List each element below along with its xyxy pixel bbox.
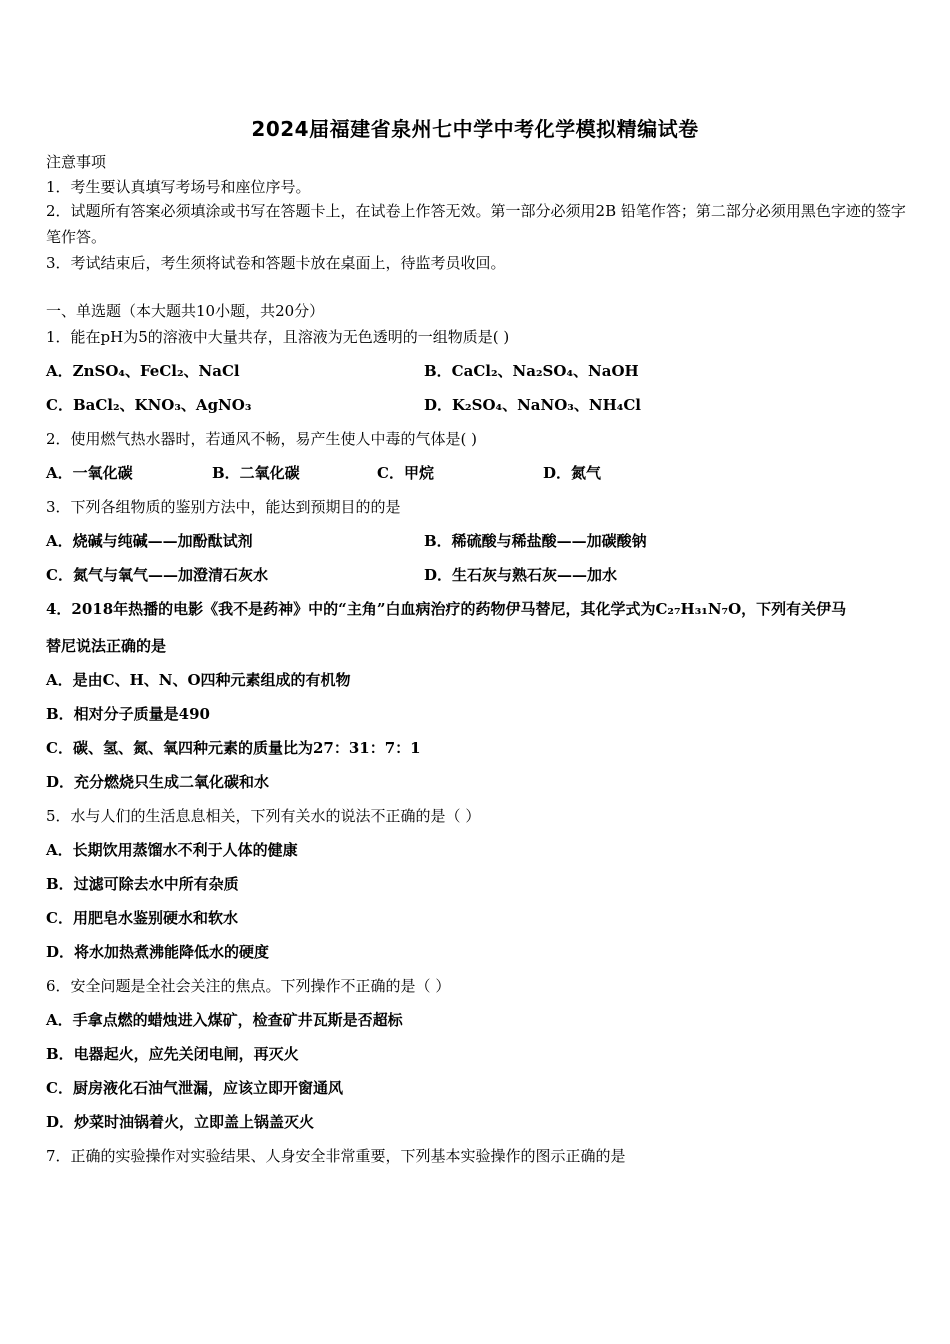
q6-stem: 6．安全问题是全社会关注的焦点。下列操作不正确的是（ ） (46, 977, 451, 995)
q3-option-d: D．生石灰与熟石灰——加水 (424, 566, 618, 584)
q2-option-b: B．二氧化碳 (212, 464, 300, 482)
q1-option-c: C．BaCl₂、KNO₃、AgNO₃ (46, 396, 252, 414)
q1-stem: 1．能在pH为5的溶液中大量共存，且溶液为无色透明的一组物质是( ) (46, 328, 510, 346)
q3-stem: 3．下列各组物质的鉴别方法中，能达到预期目的的是 (46, 498, 401, 516)
q2-option-c: C．甲烷 (377, 464, 434, 482)
q4-stem-line-1: 4．2018年热播的电影《我不是药神》中的“主角”白血病治疗的药物伊马替尼，其化学式为C₂₇H₃₁N₇O，下列有关伊马 (46, 600, 847, 618)
q6-option-b: B．电器起火，应先关闭电闸，再灭火 (46, 1045, 299, 1063)
exam-title: 2024届福建省泉州七中学中考化学模拟精编试卷 (251, 117, 699, 141)
q5-option-a: A．长期饮用蒸馏水不利于人体的健康 (46, 841, 298, 859)
q4-option-b: B．相对分子质量是490 (46, 705, 210, 723)
section-heading: 一、单选题（本大题共10小题，共20分） (46, 302, 325, 320)
q5-option-b: B．过滤可除去水中所有杂质 (46, 875, 239, 893)
q2-option-d: D．氮气 (543, 464, 602, 482)
q2-stem: 2．使用燃气热水器时，若通风不畅，易产生使人中毒的气体是( ) (46, 430, 478, 448)
q4-option-d: D．充分燃烧只生成二氧化碳和水 (46, 773, 270, 791)
q4-option-c: C．碳、氢、氮、氧四种元素的质量比为27：31：7：1 (46, 739, 421, 757)
q2-option-a: A．一氧化碳 (46, 464, 133, 482)
q4-option-a: A．是由C、H、N、O四种元素组成的有机物 (46, 671, 351, 689)
q6-option-d: D．炒菜时油锅着火，立即盖上锅盖灭火 (46, 1113, 315, 1131)
q3-option-b: B．稀硫酸与稀盐酸——加碳酸钠 (424, 532, 647, 550)
notice-heading: 注意事项 (46, 153, 107, 171)
q5-stem: 5．水与人们的生活息息相关，下列有关水的说法不正确的是（ ） (46, 807, 481, 825)
q5-option-d: D．将水加热煮沸能降低水的硬度 (46, 943, 270, 961)
q1-option-d: D．K₂SO₄、NaNO₃、NH₄Cl (424, 396, 641, 414)
q2-options-row (46, 463, 602, 483)
q1-options-row-1 (46, 361, 639, 381)
q1-option-a: A．ZnSO₄、FeCl₂、NaCl (46, 362, 240, 380)
q4-stem-line-2: 替尼说法正确的是 (46, 637, 167, 655)
notice-item-2: 2．试题所有答案必须填涂或书写在答题卡上，在试卷上作答无效。第一部分必须用2B 铅笔作答；第二部分必须用黑色字迹的签字笔作答。 (46, 202, 906, 246)
q5-option-c: C．用肥皂水鉴别硬水和软水 (46, 909, 238, 927)
q3-option-c: C．氮气与氧气——加澄清石灰水 (46, 566, 268, 584)
q3-options-row-2 (46, 565, 618, 585)
q1-option-b: B．CaCl₂、Na₂SO₄、NaOH (424, 362, 639, 380)
notice-item-1: 1．考生要认真填写考场号和座位序号。 (46, 178, 311, 196)
q7-stem: 7．正确的实验操作对实验结果、人身安全非常重要，下列基本实验操作的图示正确的是 (46, 1147, 626, 1165)
q6-option-a: A．手拿点燃的蜡烛进入煤矿，检查矿井瓦斯是否超标 (46, 1011, 403, 1029)
q3-option-a: A．烧碱与纯碱——加酚酞试剂 (46, 532, 253, 550)
notice-item-3: 3．考试结束后，考生须将试卷和答题卡放在桌面上，待监考员收回。 (46, 254, 506, 272)
q3-options-row-1 (46, 531, 647, 551)
q6-option-c: C．厨房液化石油气泄漏，应该立即开窗通风 (46, 1079, 343, 1097)
q1-options-row-2 (46, 395, 641, 415)
